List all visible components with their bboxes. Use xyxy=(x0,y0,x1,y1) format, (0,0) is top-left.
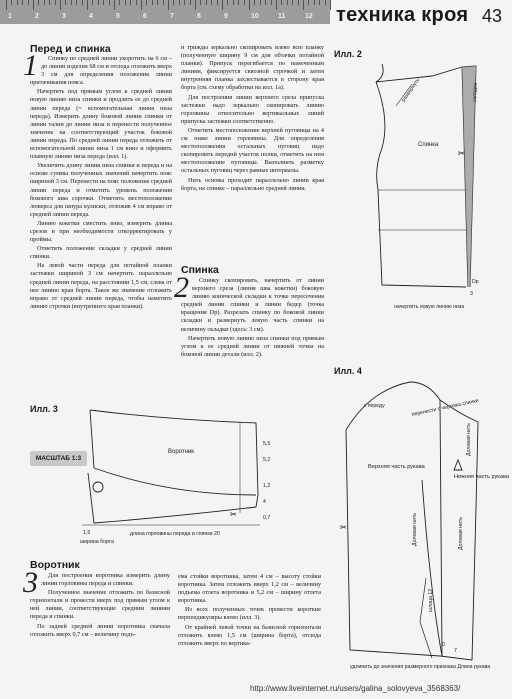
ill3-collar-middle xyxy=(94,468,256,495)
col2-back-text xyxy=(174,271,324,360)
paragraph: Из всех полученных точек провести короткие перпендикуляры влево (илл. 3). xyxy=(178,606,321,622)
ill2-label-razvernut: развернуть xyxy=(400,77,422,104)
page-number: 43 xyxy=(482,6,503,26)
ruler-tick xyxy=(49,0,50,5)
ill2-label-skladka: складка xyxy=(472,82,479,103)
ruler-tick xyxy=(163,0,164,5)
col2-text xyxy=(181,44,324,194)
ruler-number: 8 xyxy=(197,13,201,20)
ruler-tick xyxy=(98,0,99,5)
ruler-tick xyxy=(17,0,18,5)
paragraph: Отметить местоположение верхней пуговицы на 4 см ниже линии горловины. Для определения местоположения остальных пуговиц надо скопировать переднй участок полки, отметить на нем местоположение пуговицы. Выполнить разметку остальных пуговиц через равные интервалы. xyxy=(181,126,324,175)
ruler-tick xyxy=(114,0,115,10)
scissors-icon: ✂ xyxy=(458,149,465,158)
ruler-tick xyxy=(325,0,326,5)
ill2-label-dp: Dp xyxy=(472,279,479,285)
ruler-tick xyxy=(222,0,223,10)
ruler-tick xyxy=(82,0,83,5)
ill4-label-grain-1: Долевая нить xyxy=(412,513,418,546)
ruler-tick xyxy=(38,0,39,5)
ruler-number: 5 xyxy=(116,13,120,20)
header-ruler xyxy=(0,0,330,24)
ill3-label-15: 1,5 xyxy=(83,530,91,536)
ruler-tick xyxy=(71,0,72,5)
ruler-tick xyxy=(168,0,169,10)
ruler-tick xyxy=(308,0,309,5)
ill3-button-mark xyxy=(93,482,103,492)
scissors-icon: ✂ xyxy=(340,523,347,532)
ill4-label-lower: Нижняя часть рукава xyxy=(454,474,510,480)
ill3-label-4: 4 xyxy=(263,499,266,505)
paragraph: Линию кокетки сместить вниз, измерить длины срезов и при необходимости откорректировать у проймы. xyxy=(30,219,172,244)
paragraph: Для построения линии верхнего среза припуска застежки надо зеркально скопировать линию горловины относительно вертикальных линий припуска застежки соответственно. xyxy=(181,93,324,125)
paragraph: Для построения воротника измерить длину линии горловины переда и спинки. xyxy=(41,572,170,588)
ruler-number: 1 xyxy=(8,13,12,20)
ruler-tick xyxy=(298,0,299,5)
ill2-label-spinka: Спинка xyxy=(418,142,439,148)
ruler-tick xyxy=(6,0,7,10)
ill3-title: Илл. 3 xyxy=(30,404,58,414)
ruler-tick xyxy=(195,0,196,10)
ill3-label-12: 1,2 xyxy=(263,483,271,489)
ill3-label-dlina-gorloviny: длина горловины переда и спинки 20 xyxy=(130,531,220,537)
paragraph: По задней средней линии воротника сначала отложить вверх 0,7 см – величину подъ- xyxy=(30,622,170,638)
ruler-tick xyxy=(244,0,245,5)
ruler-tick xyxy=(211,0,212,5)
ruler-tick xyxy=(276,0,277,10)
ill4-label-7: 7 xyxy=(454,648,457,654)
ill4-label-grain-2: Долевая нить xyxy=(466,423,472,456)
ruler-number: 2 xyxy=(35,13,39,20)
ruler-tick xyxy=(157,0,158,5)
ill4-label-shlitsa: шлица 12 xyxy=(428,588,434,612)
paragraph: Спинку скопировать, начертить от линии верхнего среза (линия шва кокетки) боковую линию конической складки к точке пересечения средней линии спинки и линии бедер (точка вращения Dp). Разрезать спинку по боковой линии складки и развернуть левую часть спинки на величину складки (здесь: 3 см). xyxy=(181,277,324,333)
paragraph: Увеличить длину линии низа спинки и переда и на основе суммы полученных значений начертить пояс шириной 3 см. Перенести на пояс положение средней линии переда и отметить уровень положения бокового шва сорочки. Отметить местоположение люверса для шнура кулиски, отложив 4 см вправо от средней линии переда. xyxy=(30,162,172,218)
ruler-tick xyxy=(65,0,66,5)
ill2-side-seam xyxy=(376,82,466,287)
heading-back: Спинка xyxy=(181,264,219,276)
ill2-label-new-hem: начертить новую линию низа xyxy=(394,304,465,310)
ruler-number: 7 xyxy=(170,13,174,20)
ruler-tick xyxy=(249,0,250,10)
ruler-tick xyxy=(76,0,77,5)
heading-collar: Воротник xyxy=(30,559,80,571)
dropcap-2: 2 xyxy=(174,271,189,304)
ruler-tick xyxy=(60,0,61,10)
ruler-number: 9 xyxy=(224,13,228,20)
ruler-tick xyxy=(292,0,293,5)
paragraph: Начертить под прямым углом к средней линии новую линию низа спинки и продлить ее до средней линии переда (= вспомогательная линия низа переда). Измерить длину боковой линии спинки от линии талии до линии низа и перенести полученное значение на соответствующий участок боковой линии переда. По средней линии переда отложить от вспомогательной линии низа 1 см вниз и оформить плавную линию низа переда (илл. 1). xyxy=(30,88,172,161)
ruler-tick xyxy=(173,0,174,5)
ruler-number: 3 xyxy=(62,13,66,20)
ill2-diagram xyxy=(330,40,512,330)
ruler-number: 11 xyxy=(278,13,286,20)
ill3-collar-front xyxy=(90,410,94,468)
ruler-tick xyxy=(206,0,207,5)
ruler-tick xyxy=(287,0,288,5)
heading-front-back: Перед и спинка xyxy=(30,43,111,55)
paragraph: Спинку по средней линии укоротить на 6 см – до линии изделия 68 см и отсюда отложить вверх 3 см для определения положения линии притачивания пояса. xyxy=(30,55,172,87)
paragraph: и трижды зеркально скопировать влево всю планку (полученную ширину 9 см для обтачки потайной планки). Припуск перегибается по намеченным линиям, фиксируется сквозной строчкой и затем внутренняя планка захлестывается в сторону края борта (см. схему обработки на илл. 1а). xyxy=(181,44,324,92)
ruler-tick xyxy=(190,0,191,5)
dropcap-1: 1 xyxy=(23,49,38,82)
ruler-tick xyxy=(109,0,110,5)
ruler-tick xyxy=(233,0,234,5)
ill4-label-0: 0 xyxy=(442,642,445,648)
ruler-tick xyxy=(254,0,255,5)
ill3-diagram xyxy=(80,395,310,555)
ruler-tick xyxy=(11,0,12,5)
ruler-tick xyxy=(271,0,272,5)
paragraph: Отметить положение складки у средней линии спинки. xyxy=(30,245,172,261)
ruler-number: 4 xyxy=(89,13,93,20)
ruler-tick xyxy=(238,0,239,5)
paragraph: Нить основы проходит параллельно линии края борта, на спинке – параллельно средней линии. xyxy=(181,176,324,192)
ill4-label-udlinit: удлинить до значения размерного признака Длина рукава xyxy=(350,664,491,670)
ruler-tick xyxy=(260,0,261,5)
ill4-label-upper: Верхняя часть рукава xyxy=(368,464,425,470)
ill4-under-seam xyxy=(422,480,442,656)
paragraph: От крайней левой точки на базисной горизонтали отложить влево 1,5 см (ширина борта), отсюда отложить вверх по вертика- xyxy=(178,623,321,647)
ruler-tick xyxy=(22,0,23,5)
collar-text-right xyxy=(178,573,321,649)
ruler-tick xyxy=(33,0,34,10)
ruler-tick xyxy=(103,0,104,5)
ruler-tick xyxy=(119,0,120,5)
ruler-tick xyxy=(217,0,218,5)
ruler-tick xyxy=(92,0,93,5)
ruler-tick xyxy=(141,0,142,10)
ruler-tick xyxy=(152,0,153,5)
ruler-tick xyxy=(314,0,315,5)
ruler-tick xyxy=(125,0,126,5)
ill2-title: Илл. 2 xyxy=(334,49,362,59)
ill4-label-perenesti: перенести с чертежа спинки xyxy=(411,397,480,418)
ill4-arrow xyxy=(454,460,462,470)
paragraph: ема стойки воротника, затем 4 см – высоту стойки воротника. Затем отложить вверх 1,2 см – величину подъема отлета воротника и 5,2 см – ширину отлета воротника. xyxy=(178,573,321,605)
ruler-tick xyxy=(184,0,185,5)
ruler-tick xyxy=(303,0,304,10)
scissors-icon: ✂ xyxy=(230,510,237,519)
ill3-label-55: 5,5 xyxy=(263,441,271,447)
collar-text-left xyxy=(23,566,170,640)
ruler-tick xyxy=(319,0,320,5)
paragraph: На левой части переда для потайной планки застежки шириной 3 см начертить параллельно средней линии переда, на расстоянии 1,5 см, слева от нее линию края борта. Такое же значение отложить вправо от средней линии переда, чтобы наметить линию строчки (внутреннего края планки). xyxy=(30,262,172,310)
ill3-label-vorotnik: Воротник xyxy=(168,449,194,455)
scale-badge: МАСШТАБ 1:3 xyxy=(30,451,87,466)
ill4-diagram xyxy=(330,360,512,680)
ruler-tick xyxy=(265,0,266,5)
ruler-tick xyxy=(179,0,180,5)
ill4-label-grain-3: Долевая нить xyxy=(458,517,464,550)
ill4-title: Илл. 4 xyxy=(334,366,362,376)
ruler-tick xyxy=(28,0,29,5)
ill4-label-k-peredu: к переду xyxy=(364,403,385,409)
section-title: техника кроя xyxy=(336,4,469,26)
ruler-tick xyxy=(227,0,228,5)
paragraph: Полученное значение отложить по базисной горизонтали и провести вверх под прямым углом к ней линии, соответствующие средним линиям переда и спинки. xyxy=(30,589,170,621)
ruler-tick xyxy=(330,0,331,10)
ill3-label-shirina-borta: ширина борта xyxy=(80,539,114,545)
ill3-label-52: 5,2 xyxy=(263,457,271,463)
footer-url: http://www.liveinternet.ru/users/galina_solovyeva_3568363/ xyxy=(250,684,461,693)
ill3-label-07: 0,7 xyxy=(263,515,271,521)
ruler-number: 12 xyxy=(305,13,313,20)
ruler-tick xyxy=(44,0,45,5)
ill2-label-3: 3 xyxy=(470,291,473,297)
ruler-tick xyxy=(146,0,147,5)
ruler-tick xyxy=(87,0,88,10)
ill2-neckline xyxy=(376,64,462,82)
ruler-tick xyxy=(200,0,201,5)
ruler-tick xyxy=(55,0,56,5)
ruler-tick xyxy=(136,0,137,5)
dropcap-3: 3 xyxy=(23,566,38,599)
ill4-seam-line xyxy=(440,400,442,656)
ruler-tick xyxy=(281,0,282,5)
ruler-number: 10 xyxy=(251,13,259,20)
ruler-tick xyxy=(130,0,131,5)
ruler-number: 6 xyxy=(143,13,147,20)
paragraph: Начертить новую линию низа спинки под прямым углом к ее средней линии от нижней точки на боковой линии детали (илл. 2). xyxy=(181,334,324,358)
